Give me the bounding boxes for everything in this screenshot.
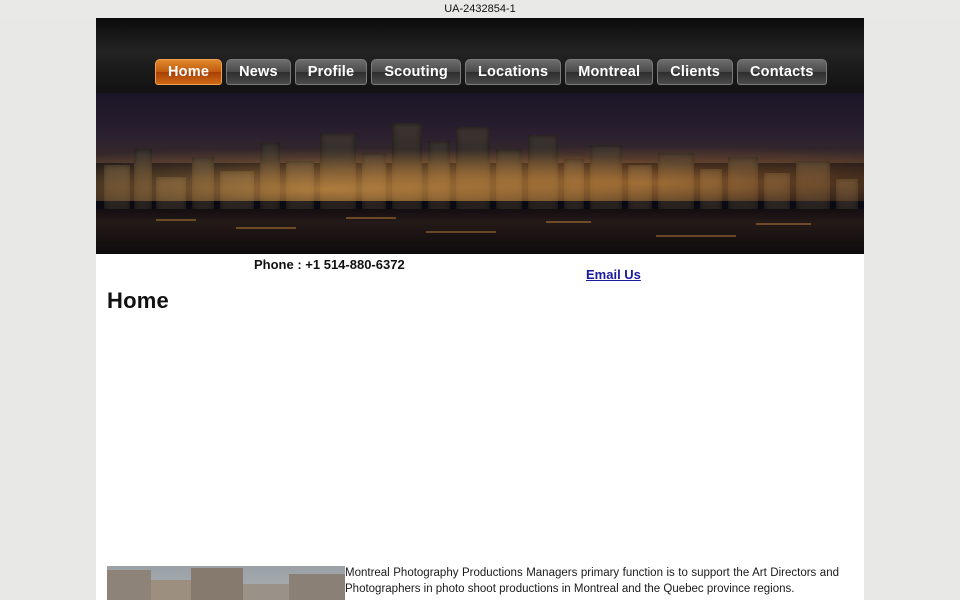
nav-item-locations[interactable]: Locations <box>465 59 561 85</box>
nav-item-home[interactable]: Home <box>155 59 222 85</box>
nav-item-contacts[interactable]: Contacts <box>737 59 827 85</box>
contact-bar <box>96 254 864 282</box>
website-page <box>96 18 864 600</box>
main-navigation <box>155 59 827 85</box>
hero-water <box>96 209 864 254</box>
nav-item-news[interactable]: News <box>226 59 291 85</box>
email-us-link[interactable]: Email Us <box>586 267 641 282</box>
nav-item-profile[interactable]: Profile <box>295 59 368 85</box>
nav-item-scouting[interactable]: Scouting <box>371 59 461 85</box>
carriage-photo <box>107 566 345 600</box>
hero-banner-image <box>96 93 864 254</box>
nav-item-clients[interactable]: Clients <box>657 59 733 85</box>
hero-city-glow <box>96 141 864 201</box>
browser-top-label: UA-2432854-1 <box>0 0 960 18</box>
phone-number: Phone : +1 514-880-6372 <box>254 257 405 272</box>
content-paragraph-1: Montreal Photography Productions Managers primary function is to support the Art Directors and Photographers in photo shoot productions in Montreal and the Quebec province regions. <box>345 567 839 595</box>
nav-item-montreal[interactable]: Montreal <box>565 59 653 85</box>
site-header <box>96 18 864 93</box>
page-title: Home <box>107 288 169 313</box>
